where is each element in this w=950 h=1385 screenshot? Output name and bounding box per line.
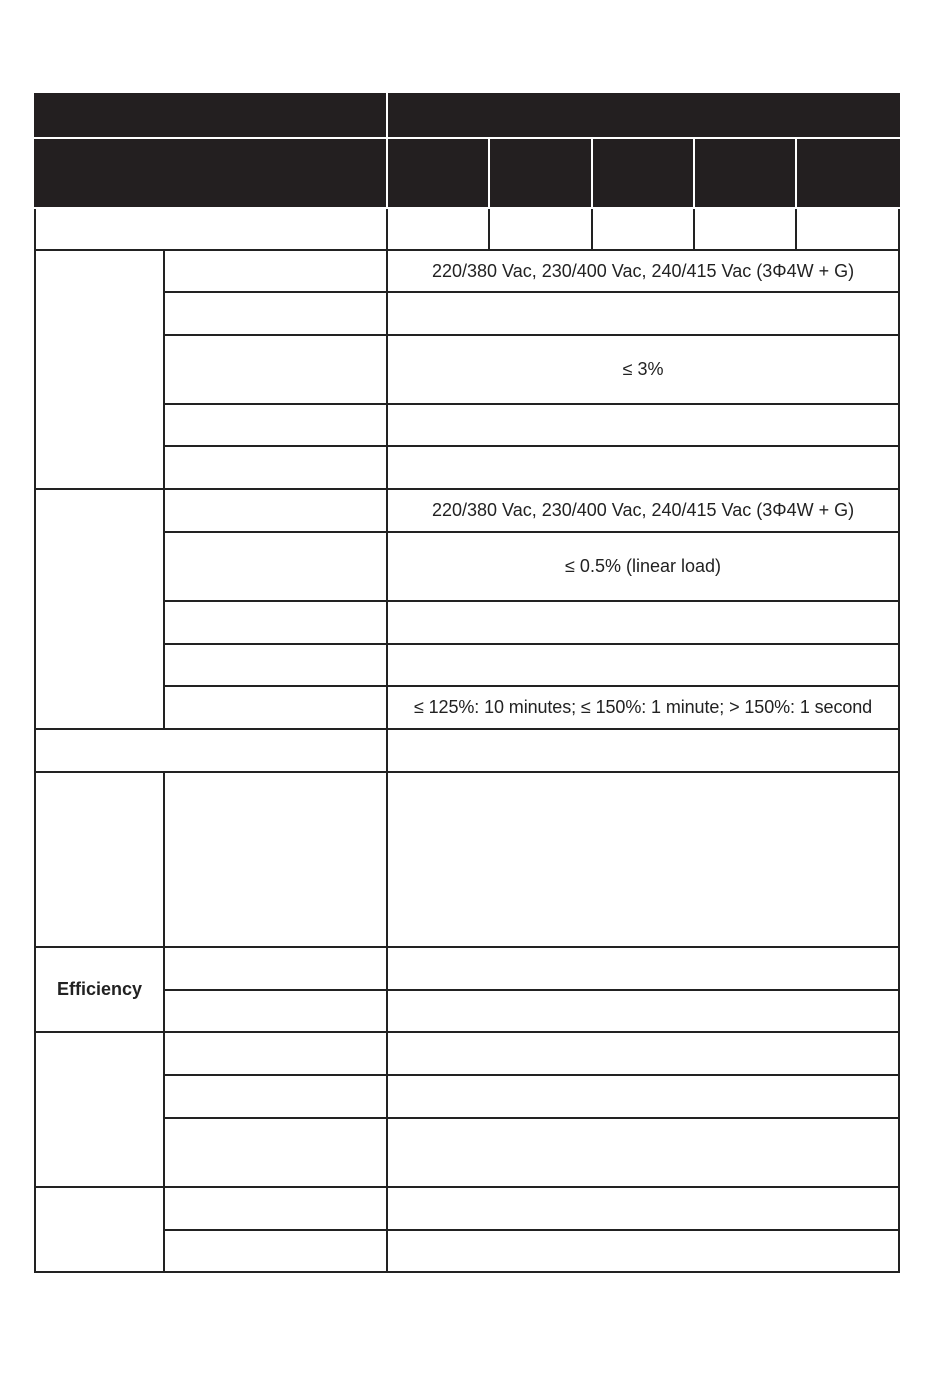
header-cell-model-3 xyxy=(592,138,694,208)
section-a-row-2-label xyxy=(164,1075,387,1118)
output-row-3-value xyxy=(387,601,899,644)
header-cell-model-5 xyxy=(796,138,899,208)
input-row-5-value xyxy=(387,446,899,489)
efficiency-row-2-label xyxy=(164,990,387,1032)
section-a-label xyxy=(35,1032,164,1187)
mid-row-label xyxy=(35,729,387,772)
row-power xyxy=(35,208,899,250)
input-row-1 xyxy=(35,250,899,292)
section-a-row-3-label xyxy=(164,1118,387,1187)
output-row-3-label xyxy=(164,601,387,644)
row-power-value-2 xyxy=(489,208,592,250)
tall-row-section-label xyxy=(35,772,164,947)
row-power-value-5 xyxy=(796,208,899,250)
input-row-4-label xyxy=(164,404,387,446)
efficiency-row-1-value xyxy=(387,947,899,990)
section-b-row-1 xyxy=(35,1187,899,1230)
output-row-2-label xyxy=(164,532,387,601)
efficiency-row-1 xyxy=(35,947,899,990)
header-row-1 xyxy=(35,94,899,138)
section-a-row-3 xyxy=(35,1118,899,1187)
header-cell-model-2 xyxy=(489,138,592,208)
section-a-row-1 xyxy=(35,1032,899,1075)
input-row-4 xyxy=(35,404,899,446)
section-b-row-2-label xyxy=(164,1230,387,1272)
output-row-5 xyxy=(35,686,899,729)
output-row-4 xyxy=(35,644,899,686)
input-voltage-value: 220/380 Vac, 230/400 Vac, 240/415 Vac (3Φ4W + G) xyxy=(387,250,899,292)
section-b-label xyxy=(35,1187,164,1272)
output-row-5-label xyxy=(164,686,387,729)
tall-row xyxy=(35,772,899,947)
header-cell-models-group xyxy=(387,94,899,138)
row-power-value-4 xyxy=(694,208,796,250)
input-thd-value: ≤ 3% xyxy=(387,335,899,404)
input-row-1-label xyxy=(164,250,387,292)
efficiency-row-2-value xyxy=(387,990,899,1032)
input-row-4-value xyxy=(387,404,899,446)
section-b-row-2 xyxy=(35,1230,899,1272)
input-row-2 xyxy=(35,292,899,335)
row-power-label xyxy=(35,208,387,250)
efficiency-row-1-label xyxy=(164,947,387,990)
input-section-label xyxy=(35,250,164,489)
section-a-row-1-label xyxy=(164,1032,387,1075)
specification-table xyxy=(34,93,900,1273)
input-row-2-value xyxy=(387,292,899,335)
overload-capacity-value: ≤ 125%: 10 minutes; ≤ 150%: 1 minute; > 150%: 1 second xyxy=(387,686,899,729)
header-cell-model xyxy=(35,94,387,138)
section-a-row-2-value xyxy=(387,1075,899,1118)
efficiency-row-2 xyxy=(35,990,899,1032)
output-row-1-label xyxy=(164,489,387,532)
section-b-row-2-value xyxy=(387,1230,899,1272)
input-row-3-label xyxy=(164,335,387,404)
row-power-value-1 xyxy=(387,208,489,250)
output-voltage-value: 220/380 Vac, 230/400 Vac, 240/415 Vac (3Φ4W + G) xyxy=(387,489,899,532)
section-a-row-1-value xyxy=(387,1032,899,1075)
output-regulation-value: ≤ 0.5% (linear load) xyxy=(387,532,899,601)
input-row-2-label xyxy=(164,292,387,335)
efficiency-section-label: Efficiency xyxy=(35,947,164,1032)
header-cell-rating xyxy=(35,138,387,208)
output-row-3 xyxy=(35,601,899,644)
section-a-row-3-value xyxy=(387,1118,899,1187)
output-row-2 xyxy=(35,532,899,601)
output-section-label xyxy=(35,489,164,729)
tall-row-label xyxy=(164,772,387,947)
section-b-row-1-value xyxy=(387,1187,899,1230)
header-row-2 xyxy=(35,138,899,208)
input-row-5-label xyxy=(164,446,387,489)
output-row-1 xyxy=(35,489,899,532)
output-row-4-label xyxy=(164,644,387,686)
header-cell-model-4 xyxy=(694,138,796,208)
input-row-3 xyxy=(35,335,899,404)
output-row-4-value xyxy=(387,644,899,686)
section-a-row-2 xyxy=(35,1075,899,1118)
row-power-value-3 xyxy=(592,208,694,250)
mid-row xyxy=(35,729,899,772)
section-b-row-1-label xyxy=(164,1187,387,1230)
input-row-5 xyxy=(35,446,899,489)
tall-row-value xyxy=(387,772,899,947)
header-cell-model-1 xyxy=(387,138,489,208)
mid-row-value xyxy=(387,729,899,772)
